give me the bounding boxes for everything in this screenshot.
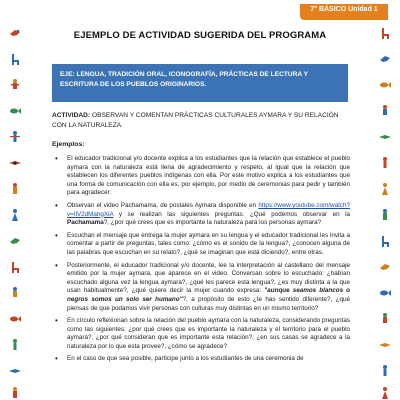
llama-icon xyxy=(378,234,392,248)
bird-icon xyxy=(378,52,392,66)
list-item: • Posteriormente, el educador tradicional y/o docente, lee la interpretación al castellano del mensaje emitido por la mujer aymara, que aparece en el video. Conversan sobre lo escuchado: ¿habían escuchado alguna vez la lengua aymara?, ¿qué les parece esta lengua?, ¿es muy distinta a la que usan habitualmente?, ¿qué quiere decir la mujer cuando expresa: "aunque seamos blancos o negros somos un solo ser humano"?, a propósito de esto ¿te has sentido diferente?, ¿qué piensas de que podamos vivir personas con culturas muy distintas en un mismo territorio? xyxy=(54,262,350,314)
examples-label: Ejemplos: xyxy=(52,141,85,148)
list-item: • En círculo reflexionan sobre la relación del pueblo aymara con la naturaleza, considerando preguntas como las siguientes: ¿por qué crees que es importante la naturaleza y el territorio para el pueblo aymara?, ¿por qué consideran que es importante esta relación?, ¿en sus casas se agradece a la naturaleza por lo que esta provee?, ¿cómo se agradece? xyxy=(54,317,350,351)
list-item: • Observan el video Pachamama, de postales Aymara disponible en https://www.youtube.com/watch?v=IlV2dMahgXiA y se realizan las siguientes preguntas: ¿Qué podemos observar en la Pachamama?, ¿por qué crees que es importante la naturaleza para los personas aymara? xyxy=(54,202,350,228)
figure-icon xyxy=(378,104,392,118)
top-bar xyxy=(0,0,400,18)
activity-text: OBSERVAN Y COMENTAN PRÁCTICAS CULTURALES AYMARA Y SU RELACIÓN CON LA NATURALEZA. xyxy=(52,112,339,129)
person-icon xyxy=(8,182,22,196)
list-item: • En el caso de que sea posible, participe junto a los estudiantes de una ceremonia de xyxy=(54,355,350,364)
condor-icon xyxy=(8,364,22,378)
page-title: EJEMPLO DE ACTIVIDAD SUGERIDA DEL PROGRAMA xyxy=(73,30,327,41)
figure-icon xyxy=(8,78,22,92)
grade-unit-label: 7° BÁSICO Unidad 1 xyxy=(310,6,378,13)
warrior-icon xyxy=(8,130,22,144)
bird-icon xyxy=(8,26,22,40)
llama-icon xyxy=(8,260,22,274)
bird-icon xyxy=(378,260,392,274)
figure-icon xyxy=(8,286,22,300)
dancer-icon xyxy=(8,208,22,222)
quote-text: "aunque seamos blancos o negros somos un solo ser humano" xyxy=(67,287,351,303)
dancer-icon xyxy=(378,182,392,196)
fish-icon xyxy=(378,78,392,92)
figure-icon xyxy=(378,312,392,326)
condor-icon xyxy=(378,130,392,144)
llama-icon xyxy=(378,26,392,40)
condor-icon xyxy=(8,156,22,170)
warrior-icon xyxy=(378,364,392,378)
bird-icon xyxy=(8,234,22,248)
fish-icon xyxy=(8,104,22,118)
grade-unit-badge xyxy=(300,4,388,20)
activity-label: ACTIVIDAD: xyxy=(52,112,91,119)
fish-icon xyxy=(378,286,392,300)
fish-icon xyxy=(8,312,22,326)
list-item: • El educador tradicional y/o docente explica a los estudiantes que la relación que establece el pueblo aymara con la naturaleza está llena de agradecimiento y respeto, al igual que la relación que establecen los diferentes pueblos indígenas con ella. Por este motivo explica a los estudiantes que una forma de comunicación con ella es, por ejemplo, por medio de ceremonias para pedir y también para agradecer. xyxy=(54,155,350,198)
warrior-icon xyxy=(8,338,22,352)
video-link[interactable]: https://www.youtube.com/watch?v=IlV2dMahgXiA xyxy=(67,201,351,218)
condor-icon xyxy=(378,338,392,352)
person-icon xyxy=(378,208,392,222)
left-decorative-border xyxy=(2,20,28,400)
llama-icon xyxy=(8,52,22,66)
activity-description xyxy=(52,111,352,130)
warrior-icon xyxy=(378,156,392,170)
person-icon xyxy=(8,386,22,400)
eje-banner xyxy=(52,64,348,102)
right-decorative-border xyxy=(372,20,398,400)
dancer-icon xyxy=(378,386,392,400)
list-item: • Escuchan el mensaje que entrega la mujer aymara en su lengua y el educador tradicional les invita a comentar a partir de preguntas, tales como: ¿cómo es el sonido de la lengua?, ¿conocen alguna de las palabras que escuchan en su relato?, ¿qué se imaginan que está diciendo?, entre otras. xyxy=(54,232,350,258)
examples-list xyxy=(54,155,350,368)
eje-text: EJE: LENGUA, TRADICIÓN ORAL, ICONOGRAFÍA, PRÁCTICAS DE LECTURA Y ESCRITURA DE LOS PUEBLOS ORIGINARIOS. xyxy=(60,71,308,88)
